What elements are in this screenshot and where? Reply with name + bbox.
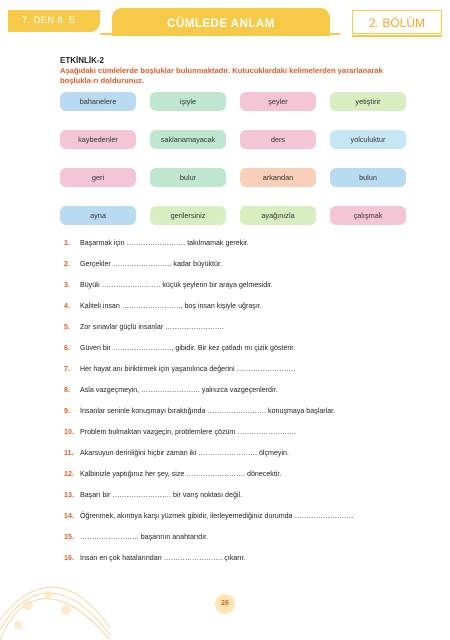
word-row — [60, 206, 410, 226]
item-text: Problem bulmaktan vazgeçin, problemlere çözüm ……………………. — [80, 428, 297, 436]
list-item — [64, 406, 424, 427]
item-text: Güven bir ……………………., gibidir. Bir kez çatladı mı çizik gösterir. — [80, 344, 296, 352]
word-box: çalışmak — [330, 206, 406, 225]
list-item — [64, 553, 424, 574]
activity-instruction: Aşağıdaki cümlelerde boşluklar bulunmaktadır. Kutucuklardaki kelimelerden yararlanarak boşlukla-rı doldurunuz. — [60, 66, 383, 85]
sentence-list — [64, 238, 424, 574]
list-item — [64, 322, 424, 343]
word-box: ders — [240, 130, 316, 149]
list-item — [64, 301, 424, 322]
item-text: ……………………. başarının anahtarıdır. — [80, 533, 209, 541]
word-box: arkandan — [240, 168, 316, 187]
grade-tab: 7. DEN 8. E — [8, 10, 100, 32]
item-number: 11. — [64, 449, 74, 457]
list-item — [64, 511, 424, 532]
item-number: 8. — [64, 386, 70, 394]
word-box: gerilersiniz — [150, 206, 226, 225]
word-box: geri — [60, 168, 136, 187]
item-text: Zor sınavlar güçlü insanlar ……………………. — [80, 323, 224, 331]
activity-title: ETKİNLİK-2 — [60, 56, 104, 65]
item-number: 6. — [64, 344, 70, 352]
item-text: Öğrenmek, akıntıya karşı yüzmek gibidir, ilerleyemediğiniz durumda ……………………. — [80, 512, 354, 520]
list-item — [64, 364, 424, 385]
list-item — [64, 238, 424, 259]
word-box: ayağınızla — [240, 206, 316, 225]
list-item — [64, 469, 424, 490]
page-number: 26 — [221, 600, 229, 607]
list-item — [64, 385, 424, 406]
word-box: işiyle — [150, 92, 226, 111]
item-text: Başarı bir ……………………. bir varış noktası değil. — [80, 491, 243, 499]
word-box: şeyler — [240, 92, 316, 111]
word-row — [60, 130, 410, 150]
list-item — [64, 259, 424, 280]
word-box: bahanelere — [60, 92, 136, 111]
word-box: bulun — [330, 168, 406, 187]
item-number: 9. — [64, 407, 70, 415]
item-text: Akarsuyun derinliğini hiçbir zaman iki ……………………. ölçmeyin. — [80, 449, 289, 457]
item-number: 3. — [64, 281, 70, 289]
section-label: 2. BÖLÜM — [352, 10, 442, 34]
word-box: yetiştirir — [330, 92, 406, 111]
list-item — [64, 343, 424, 364]
word-box: yolculuktur — [330, 130, 406, 149]
list-item — [64, 532, 424, 553]
item-number: 15. — [64, 533, 74, 541]
item-number: 14. — [64, 512, 74, 520]
item-text: Büyük ……………………. küçük şeylerin bir araya gelmesidir. — [80, 281, 273, 289]
item-number: 1. — [64, 239, 70, 247]
item-number: 16. — [64, 554, 74, 562]
banner-underline — [100, 33, 340, 35]
list-item — [64, 490, 424, 511]
section-underline — [352, 35, 442, 37]
item-text: İnsan en çok hatalarından ……………………. çıkarır. — [80, 554, 246, 562]
item-text: Gerçekler ……………………. kadar büyüktür. — [80, 260, 222, 268]
item-number: 4. — [64, 302, 70, 310]
word-row — [60, 168, 410, 188]
word-box: ayna — [60, 206, 136, 225]
word-box-grid — [60, 92, 410, 244]
item-text: Kalbinizle yaptığınız her şey, size ……………………. dönecektir. — [80, 470, 282, 478]
item-number: 2. — [64, 260, 70, 268]
item-text: Her hayat anı biriktirmek için yaşanılınca değerini ……………………. — [80, 365, 296, 373]
item-text: Kaliteli insan ……………………., boş insan kişiyle uğraşır. — [80, 302, 262, 310]
list-item — [64, 427, 424, 448]
item-text: Asla vazgeçmeyin, ……………………. yalnızca vazgeçenlerdir. — [80, 386, 278, 394]
item-text: İnsanlar seninle konuşmayı bıraktığında ……………………. konuşmaya başlarlar. — [80, 407, 336, 415]
chapter-title: CÜMLEDE ANLAM — [112, 8, 330, 36]
word-box: bulur — [150, 168, 226, 187]
list-item — [64, 280, 424, 301]
word-box: kaybedenler — [60, 130, 136, 149]
item-number: 13. — [64, 491, 74, 499]
word-box: saklanamayacak — [150, 130, 226, 149]
item-number: 10. — [64, 428, 74, 436]
item-number: 12. — [64, 470, 74, 478]
list-item — [64, 448, 424, 469]
item-text: Başarmak için ……………………. takılmamak gerekir. — [80, 239, 249, 247]
item-number: 5. — [64, 323, 70, 331]
item-number: 7. — [64, 365, 70, 373]
word-row — [60, 92, 410, 112]
